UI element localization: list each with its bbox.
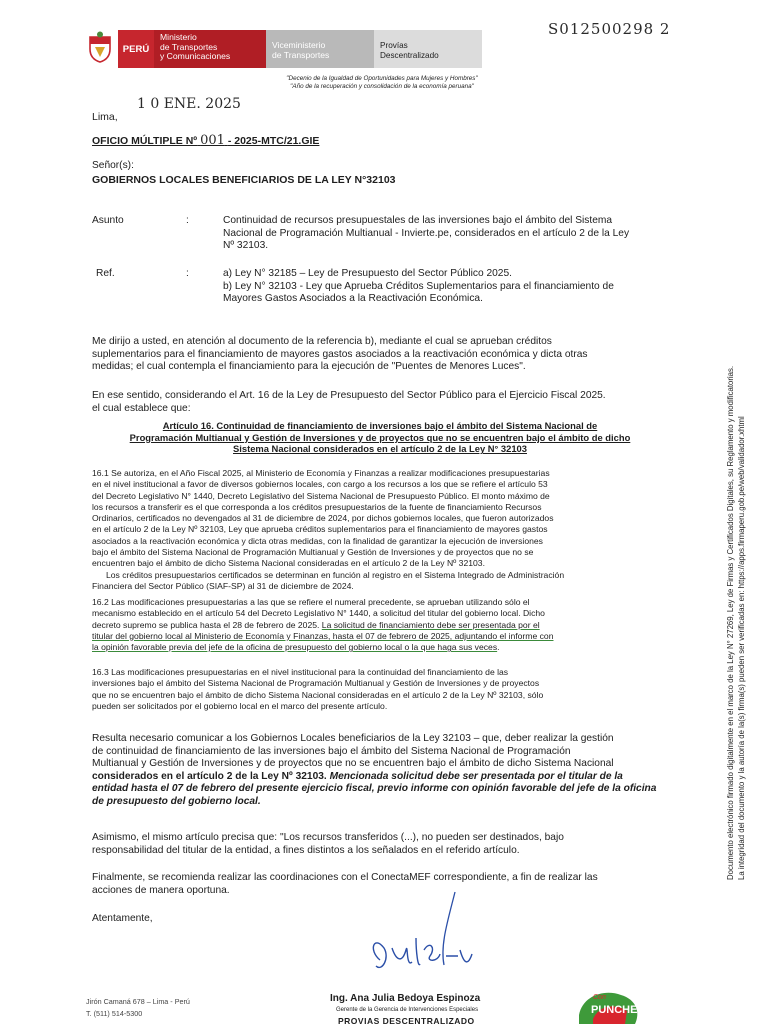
paragraph-intro: Me dirijo a usted, en atención al documento de la referencia b), mediante el cual se aprueban créditos suplementarios para el financiamiento de mayores gastos asociados a la reactivación económica y dicta otras medidas; el cual contempla el financiamiento para la ejecución de "Puentes de Menores Luces". <box>92 336 588 373</box>
recipient: GOBIERNOS LOCALES BENEFICIARIOS DE LA LEY N°32103 <box>92 174 396 186</box>
peru-label: PERÚ <box>118 30 154 68</box>
svg-text:PUNCHE: PUNCHE <box>591 1004 638 1016</box>
oficio-number: 001 <box>200 133 225 148</box>
signer-name: Ing. Ana Julia Bedoya Espinoza <box>330 993 481 1004</box>
ministry-label: Ministerio de Transportes y Comunicaciones <box>154 30 266 68</box>
svg-text:Con: Con <box>593 994 606 1001</box>
salutation: Señor(s): <box>92 160 134 171</box>
signature-drawing <box>360 890 500 990</box>
con-punche-logo <box>575 985 645 1024</box>
paragraph-request: Resulta necesario comunicar a los Gobiernos Locales beneficiarios de la Ley 32103 – que, deber realizar la gestión de continuidad de financiamiento de las inversiones bajo el ámbito del Sistema Nacional de Programación Multianual y Gestión de Inversiones y de proyectos que no se encuentren bajo el ámbito de dicho Sistema Nacional considerados en el artículo 2 de la Ley Nº 32103. Mencionada solicitud debe ser presentada por el titular de la entidad hasta el 07 de febrero del presente ejercicio fiscal, previo informe con opinión favorable del jefe de la oficina de presupuesto del gobierno local. <box>92 733 657 807</box>
article-16-3: 16.3 Las modificaciones presupuestarias en el nivel institucional para la continuidad del financiamiento de las inversiones bajo el ámbito del Sistema Nacional de Programación Multianual y Gestión de Inversiones y de proyectos que no se encuentren bajo el ámbito de dicho Sistema Nacional consideradas en el artículo 2 de la Ley Nº 32103, sólo pueden ser solicitados por el gobierno local en el marco del presente artículo. <box>92 667 544 711</box>
asunto-text: Continuidad de recursos presupuestales de las inversiones bajo el ámbito del Sistema Nacional de Programación Multianual - Invierte.pe, considerados en el artículo 2 de la Ley Nº 32103. <box>223 215 630 252</box>
oficio-heading: OFICIO MÚLTIPLE Nº 001 - 2025-MTC/21.GIE <box>92 133 320 148</box>
viceministry-label: Viceministerio de Transportes <box>266 30 374 68</box>
paragraph-closing: Finalmente, se recomienda realizar las coordinaciones con el ConectaMEF correspondiente, a fin de realizar las acciones de manera oportuna. <box>92 872 598 896</box>
header-motto: "Decenio de la Igualdad de Oportunidades para Mujeres y Hombres" "Año de la recuperación y consolidación de la economía peruana" <box>286 75 478 91</box>
digital-signature-note: Documento electrónico firmado digitalmente en el marco de la Ley N° 27269, Ley de Firmas y Certificados Digitales, su Reglamento y modificatorias. La integridad del documento y la autoría de la(s) firma(s) pueden ser verificadas en: https://apps.firmaperu.gob.pe/web/validador.xhtml <box>726 365 746 880</box>
letter-date: 1 0 ENE. 2025 <box>137 96 241 112</box>
asunto-label: Asunto <box>92 215 124 226</box>
ref-colon: : <box>186 268 189 279</box>
footer-contact: Jirón Camaná 678 – Lima - Perú T. (511) 514-5300 <box>86 997 190 1018</box>
ref-text: a) Ley N° 32185 – Ley de Presupuesto del Sector Público 2025. b) Ley N° 32103 - Ley que Aprueba Créditos Suplementarios para el financiamiento de Mayores Gastos Asociados a la Reactivación Económica. <box>223 268 614 305</box>
handwritten-code: S012500298 2 <box>548 20 671 38</box>
asunto-colon: : <box>186 215 189 226</box>
article-heading: Artículo 16. Continuidad de financiamiento de inversiones bajo el ámbito del Sistema Nacional de Programación Multianual y Gestión de Inversiones y de proyectos que no se encuentren bajo el ámbito de dicho Sistema Nacional considerados en el artículo 2 de la Ley N° 32103 <box>129 420 631 455</box>
paragraph-restriction: Asimismo, el mismo artículo precisa que: "Los recursos transferidos (...), no pueden ser destinados, bajo responsabilidad del titular de la entidad, a fines distintos a los señalados en el referido artículo. <box>92 832 564 856</box>
signer-title: Gerente de la Gerencia de Intervenciones Especiales <box>336 1007 479 1013</box>
paragraph-context: En ese sentido, considerando el Art. 16 de la Ley de Presupuesto del Sector Público para el Ejercicio Fiscal 2025. el cual establece que: <box>92 390 606 414</box>
closing-salutation: Atentamente, <box>92 913 153 924</box>
article-16-1: 16.1 Se autoriza, en el Año Fiscal 2025, al Ministerio de Economía y Finanzas a realizar modificaciones presupuestarias en el nivel institucional a favor de diversos gobiernos locales, con cargo a los recursos a los que se refiere el artículo 53 del Decreto Legislativo N° 1440, Decreto Legislativo del Sistema Nacional de Presupuesto Público. El monto máximo de los recursos a transferir es el que corresponda a los créditos presupuestarios de la fuente de financiamiento Recursos Ordinarios, certificados no devengados al 31 de diciembre de 2024, por dichos gobiernos locales, que fueron autorizados en el artículo 2 de la Ley Nº 32103, Ley que aprueba créditos suplementarios para el financiamiento de mayores gastos asociados a la reactivación económica y dicta otras medidas, con la finalidad de garantizar la ejecución de inversiones bajo el ámbito del Sistema Nacional de Programación Multianual y Gestión de Inversiones y de proyectos que no se encuentren bajo el ámbito de dicho Sistema Nacional consideradas en el artículo 2 de la Ley Nº 32103. Los créditos presupuestarios certificados se determinan en función al registro en el Sistema Integrado de Administración Financiera del Sector Público (SIAF-SP) al 31 de diciembre de 2024. <box>92 468 565 591</box>
coat-of-arms-icon <box>86 31 114 63</box>
signer-org: PROVIAS DESCENTRALIZADO <box>338 1016 475 1026</box>
article-16-2: 16.2 Las modificaciones presupuestarias a las que se refiere el numeral precedente, se aprueban utilizando sólo el mecanismo establecido en el artículo 54 del Decreto Legislativo N° 1440, a solicitud del titular del gobierno local. Dicho decreto supremo se publica hasta el 28 de febrero de 2025. La solicitud de financiamiento debe ser presentada por el titular del gobierno local al Ministerio de Economía y Finanzas, hasta el 07 de febrero de 2025, adjuntando el informe con la opinión favorable previa del jefe de la oficina de presupuesto del gobierno local o la que haga sus veces. <box>92 597 554 653</box>
provias-label: Provías Descentralizado <box>374 30 482 68</box>
place-label: Lima, <box>92 111 118 123</box>
ref-label: Ref. <box>96 268 115 279</box>
